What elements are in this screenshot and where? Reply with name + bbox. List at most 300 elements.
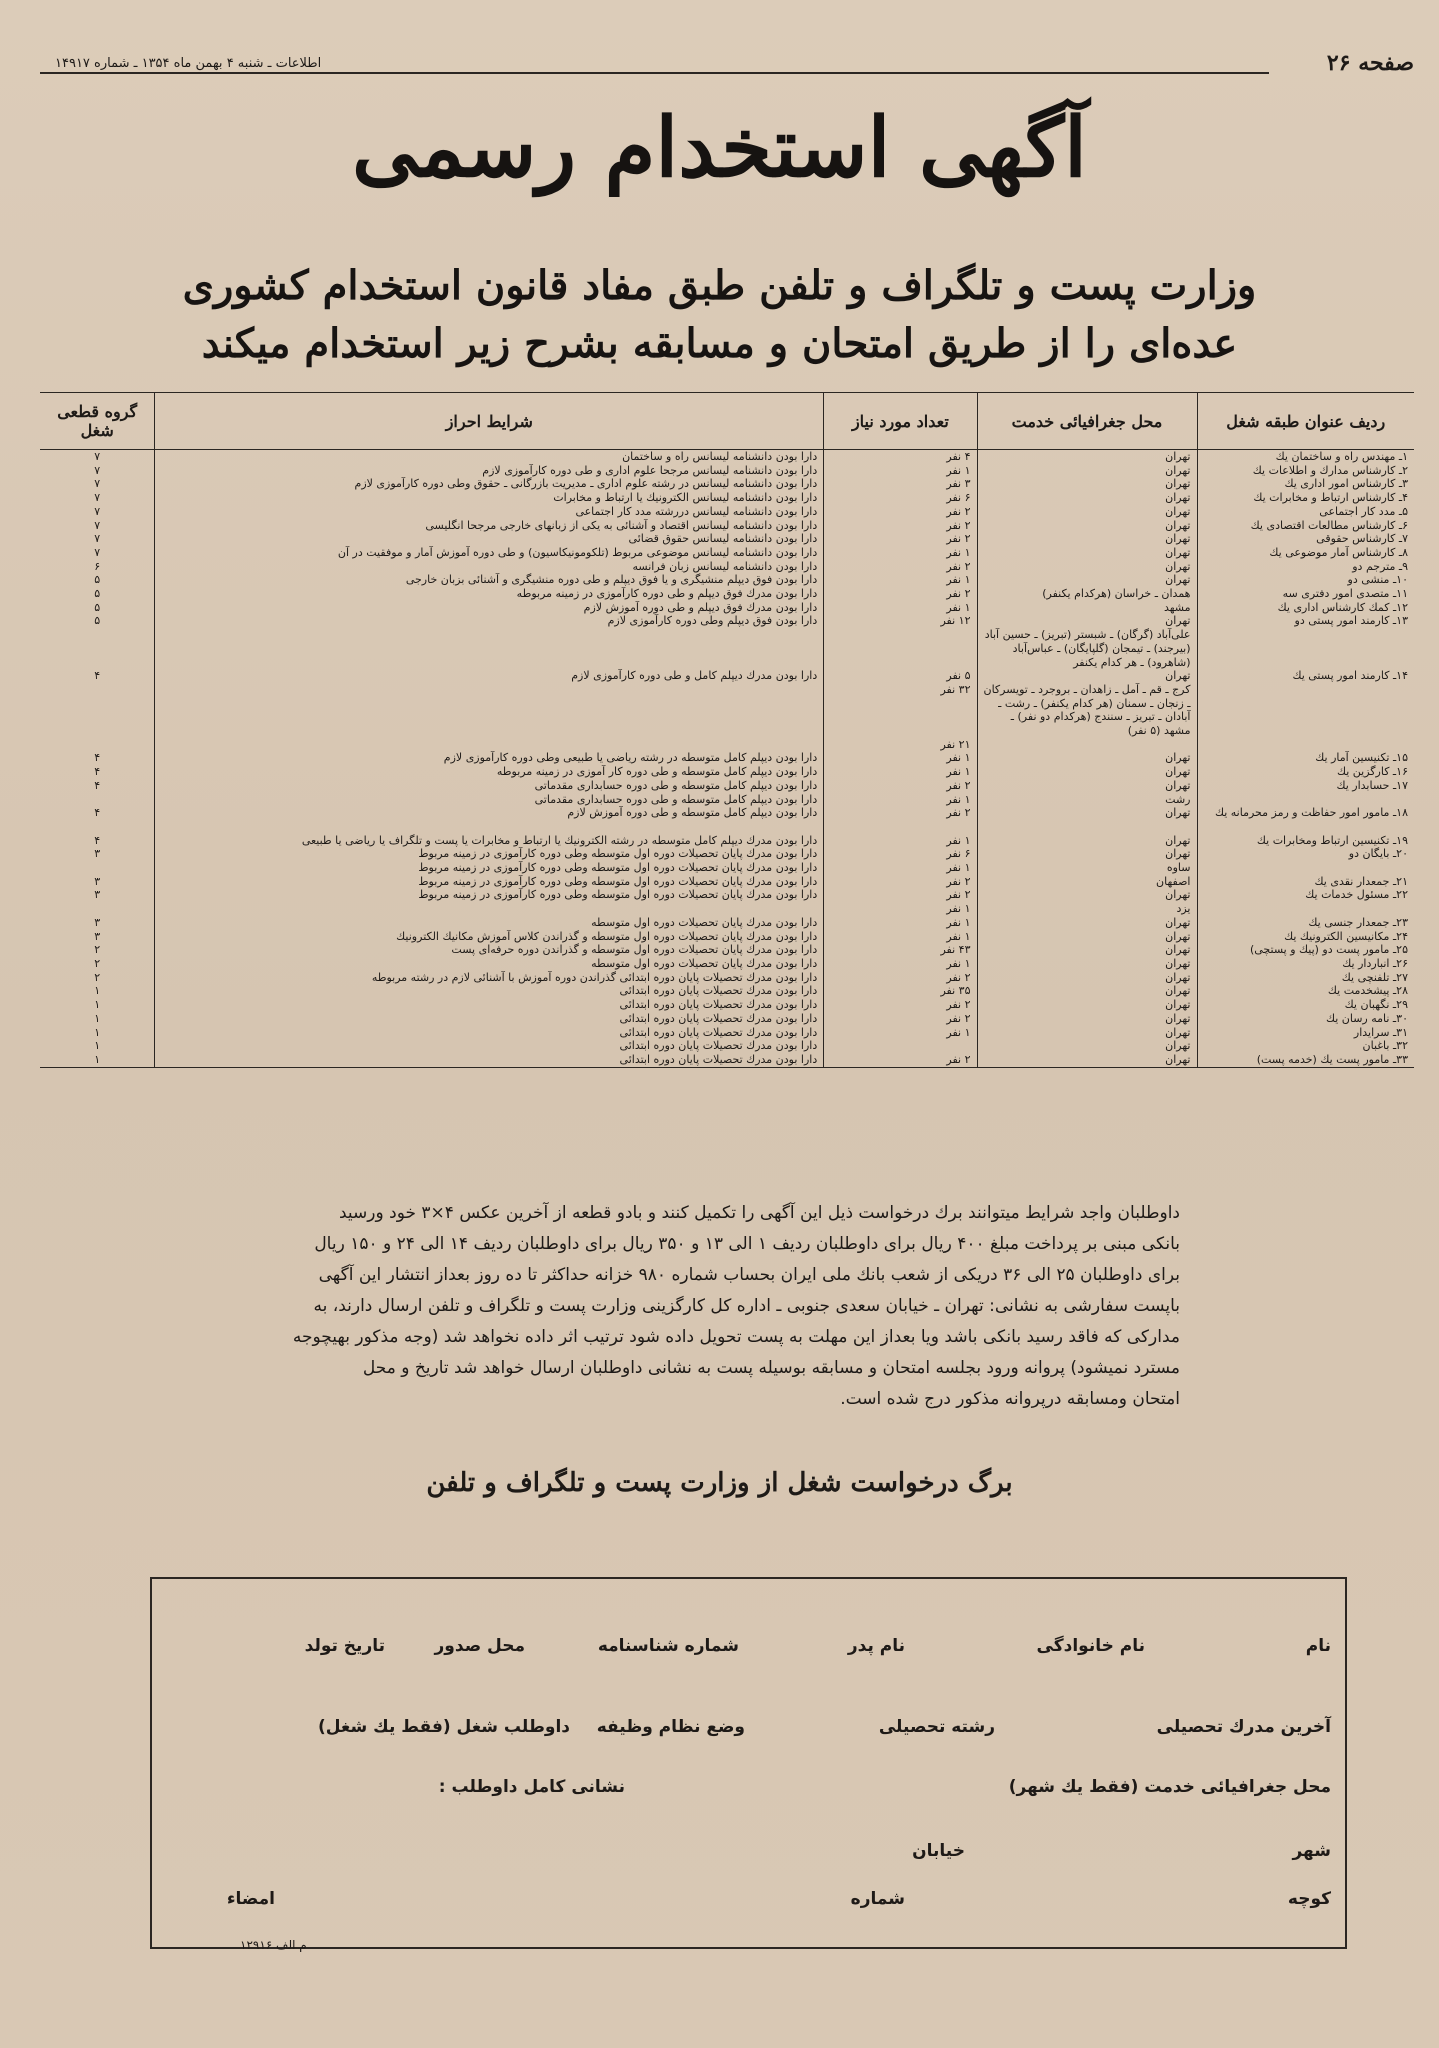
row-conditions: دارا بودن دانشنامه لیسانس در رشته علوم اداری ـ مدیریت بازرگانی ـ حقوق وطی دوره کارآموزی لازم (155, 477, 824, 491)
row-location: اصفهان (977, 875, 1197, 889)
row-location: تهران (977, 464, 1197, 478)
row-conditions (155, 628, 824, 642)
row-location: تهران (977, 957, 1197, 971)
row-location (977, 738, 1197, 752)
row-title: ۷ـ کارشناس حقوقی (1316, 532, 1408, 546)
row-conditions: دارا بودن مدرك تحصیلات پایان دوره ابتدائی (155, 1026, 824, 1040)
row-group: ۳ (40, 847, 155, 861)
row-title: ۶ـ کارشناس مطالعات اقتصادی یك (1250, 518, 1408, 532)
table-row (40, 943, 1414, 957)
table-row (40, 793, 1414, 807)
table-row (40, 1039, 1414, 1053)
table-row (40, 902, 1414, 916)
row-conditions: دارا بودن دانشنامه لیسانس دررشته مدد کار اجتماعی (155, 505, 824, 519)
row-group (40, 738, 155, 752)
page-number: صفحه ۲۶ (1326, 50, 1414, 76)
row-title (1197, 724, 1414, 738)
table-row (40, 697, 1414, 711)
row-conditions (155, 642, 824, 656)
row-location: آبادان ـ تبریز ـ سنندج (هرکدام دو نفر) ـ (977, 710, 1197, 724)
instructions-line: مسترد نمیشود) پروانه ورود بجلسه امتحان و مسابقه بوسیله پست به نشانی داوطلبان ارسال خواهد شد تاریخ و محل (362, 1358, 1180, 1378)
issue-info: اطلاعات ـ شنبه ۴ بهمن ماه ۱۳۵۴ ـ شماره ۱۴۹۱۷ (55, 56, 322, 71)
instructions-line: داوطلبان واجد شرایط میتوانند برك درخواست ذیل این آگهی را تکمیل کنند و بادو قطعه از آخرین عکس ۴×۳ خود ورسید (339, 1203, 1180, 1223)
row-location: رشت (977, 793, 1197, 807)
row-location: تهران (977, 546, 1197, 560)
row-title (1197, 628, 1414, 642)
table-row (40, 724, 1414, 738)
row-conditions (155, 738, 824, 752)
header-location: محل جغرافیائی خدمت (977, 393, 1197, 450)
table-row (40, 916, 1414, 930)
row-location: ـ زنجان ـ سمنان (هر کدام یکنفر) ـ رشت ـ (977, 697, 1197, 711)
row-count: ۲ نفر (824, 971, 977, 985)
row-count (824, 820, 977, 834)
row-title: ۱۱ـ متصدی امور دفتری سه (1282, 587, 1408, 601)
row-group: ۱ (40, 1039, 155, 1053)
row-group: ۷ (40, 505, 155, 519)
form-field-label: رشته تحصیلی (878, 1717, 995, 1737)
instructions-line: برای داوطلبان ۲۵ الی ۳۶ دریکی از شعب بانك ملی ایران بحساب شماره ۹۸۰ خزانه حداکثر تا ده روز بعداز انتشار این آگهی (318, 1265, 1180, 1285)
row-conditions: دارا بودن دیپلم کامل متوسطه و طی دوره حسابداری مقدماتی (155, 793, 824, 807)
row-title: ۱۷ـ حسابدار یك (1336, 778, 1408, 792)
form-issue-place-label: محل صدور (434, 1636, 525, 1656)
form-signature-label: امضاء (226, 1889, 275, 1909)
row-location: تهران (977, 614, 1197, 628)
row-title (1197, 656, 1414, 670)
row-conditions: دارا بودن دیپلم کامل متوسطه و طی دوره آموزش لازم (155, 806, 824, 820)
row-count: ۱ نفر (824, 861, 977, 875)
form-city-label: شهر (1292, 1841, 1331, 1861)
row-title: ۱۵ـ تکنیسین آمار یك (1315, 751, 1408, 765)
row-count: ۲ نفر (824, 888, 977, 902)
row-conditions: دارا بودن فوق دیپلم منشیگری و یا فوق دیپلم و طی دوره منشیگری و آشنائی بزبان خارجی (155, 573, 824, 587)
row-group: ۷ (40, 491, 155, 505)
row-conditions: دارا بودن مدرك پایان تحصیلات دوره اول متوسطه و گذراندن دوره حرفه‌ای پست (155, 943, 824, 957)
header-rule (40, 72, 1269, 74)
row-location: تهران (977, 998, 1197, 1012)
table-row (40, 573, 1414, 587)
table-row (40, 669, 1414, 683)
row-group (40, 683, 155, 697)
row-title: ۳۲ـ باغبان (1362, 1039, 1408, 1053)
row-title: ۱ـ مهندس راه و ساختمان یك (1275, 450, 1408, 463)
row-conditions: دارا بودن مدرك دیپلم کامل متوسطه در رشته الکترونیك یا ارتباط و مخابرات یا پست و تلگراف یا ریاضی یا طبیعی (155, 834, 824, 848)
row-group: ۶ (40, 560, 155, 574)
table-row (40, 930, 1414, 944)
table-row (40, 560, 1414, 574)
row-count: ۲ نفر (824, 875, 977, 889)
row-conditions: دارا بودن مدرك فوق دیپلم و طی دوره آموزش لازم (155, 601, 824, 615)
row-count: ۲ نفر (824, 1053, 977, 1067)
row-location: تهران (977, 847, 1197, 861)
table-row (40, 491, 1414, 505)
row-group (40, 710, 155, 724)
jobs-table-body (40, 450, 1414, 1068)
row-title: ۲۹ـ نگهبان یك (1344, 998, 1408, 1012)
row-location: تهران (977, 477, 1197, 491)
row-conditions: دارا بودن مدرك دیپلم کامل و طی دوره کارآموزی لازم (155, 669, 824, 683)
row-count: ۱ نفر (824, 573, 977, 587)
row-title (1197, 793, 1414, 807)
row-conditions (155, 724, 824, 738)
row-conditions: دارا بودن دانشنامه لیسانس موضوعی مربوط (تلکومونیکاسیون) و طی دوره آموزش آمار و موفقیت در آن (155, 546, 824, 560)
table-row (40, 656, 1414, 670)
row-conditions (155, 902, 824, 916)
jobs-table (40, 392, 1414, 1068)
table-row (40, 888, 1414, 902)
row-location: تهران (977, 834, 1197, 848)
row-title (1197, 861, 1414, 875)
row-conditions: دارا بودن دانشنامه لیسانس حقوق قضائی (155, 532, 824, 546)
row-count: ۲۱ نفر (824, 738, 977, 752)
row-group (40, 628, 155, 642)
row-group: ۲ (40, 971, 155, 985)
table-row (40, 505, 1414, 519)
row-conditions: دارا بودن دیپلم کامل متوسطه و طی دوره کار آموزی در زمینه مربوطه (155, 765, 824, 779)
row-group: ۷ (40, 477, 155, 491)
table-row (40, 519, 1414, 533)
row-title: ۲ـ کارشناس مدارك و اطلاعات یك (1252, 463, 1408, 477)
table-row (40, 765, 1414, 779)
row-count: ۲ نفر (824, 560, 977, 574)
row-count: ۱ نفر (824, 957, 977, 971)
row-title: ۲۴ـ مکانیسین الکترونیك یك (1284, 929, 1408, 943)
row-location: یزد (977, 902, 1197, 916)
table-row (40, 628, 1414, 642)
row-conditions: دارا بودن دیپلم کامل متوسطه و طی دوره حسابداری مقدماتی (155, 779, 824, 793)
row-count: ۲ نفر (824, 532, 977, 546)
row-group: ۱ (40, 1053, 155, 1067)
instructions-line: بانکی مبنی بر پرداخت مبلغ ۴۰۰ ریال برای داوطلبان ردیف ۱ الی ۱۳ و ۳۵۰ ریال برای داوطلبان ردیف ۱۴ الی ۲۴ و ۱۵۰ ریال (314, 1234, 1180, 1254)
row-title: ۲۶ـ انباردار یك (1342, 957, 1408, 970)
ad-subtitle-line2: عده‌ای را از طریق امتحان و مسابقه بشرح زیر استخدام میکند (201, 320, 1238, 367)
row-location: مشهد (۵ نفر) (977, 724, 1197, 738)
row-conditions: دارا بودن مدرك تحصیلات پایان دوره ابتدائی گذراندن دوره آموزش با آشنائی لازم در رشته مربوطه (155, 971, 824, 985)
table-row (40, 998, 1414, 1012)
row-group: ۷ (40, 519, 155, 533)
table-row (40, 806, 1414, 820)
row-location: تهران (977, 806, 1197, 820)
form-location-label: محل جغرافیائی خدمت (فقط یك شهر) (1008, 1777, 1331, 1797)
row-location: تهران (977, 971, 1197, 985)
row-location: تهران (977, 943, 1197, 957)
row-title (1197, 710, 1414, 724)
row-count (824, 710, 977, 724)
row-count (824, 724, 977, 738)
row-title: ۲۲ـ مسئول خدمات یك (1305, 888, 1408, 902)
row-title: ۱۰ـ منشی دو (1347, 573, 1408, 587)
row-conditions: دارا بودن مدرك پایان تحصیلات دوره اول متوسطه (155, 916, 824, 930)
row-count: ۴ نفر (824, 450, 977, 464)
row-conditions (155, 697, 824, 711)
row-conditions: دارا بودن مدرك پایان تحصیلات دوره اول متوسطه وطی دوره کارآموزی در زمینه مربوط (155, 875, 824, 889)
table-row (40, 984, 1414, 998)
application-form (150, 1577, 1347, 1949)
row-title (1197, 683, 1414, 697)
row-title: ۲۱ـ جمعدار نقدی یك (1314, 874, 1408, 888)
table-row (40, 751, 1414, 765)
row-count: ۲ نفر (824, 519, 977, 533)
row-group: ۲ (40, 943, 155, 957)
row-count: ۱ نفر (824, 930, 977, 944)
ad-subtitle-line1: وزارت پست و تلگراف و تلفن طبق مفاد قانون استخدام کشوری (182, 262, 1257, 309)
row-count: ۳۲ نفر (824, 683, 977, 697)
row-group: ۷ (40, 532, 155, 546)
row-conditions: دارا بودن مدرك تحصیلات پایان دوره ابتدائی (155, 1053, 824, 1067)
table-row (40, 847, 1414, 861)
form-name-label: نام (1305, 1636, 1331, 1656)
row-conditions: دارا بودن دانشنامه لیسانس اقتصاد و آشنائی به یکی از زبانهای خارجی مرجحا انگلیسی (155, 519, 824, 533)
instructions-line: مدارکی که فاقد رسید بانکی باشد ویا بعداز این مهلت به پست تحویل داده شود ترتیب اثر داده نخواهد شد (وجه مذکور بهیچوجه (292, 1327, 1180, 1347)
row-group: ۷ (40, 450, 155, 464)
row-title: ۲۸ـ پیشخدمت یك (1327, 984, 1408, 998)
form-family-label: نام خانوادگی (1036, 1636, 1145, 1656)
table-row (40, 450, 1414, 464)
row-count: ۲ نفر (824, 1012, 977, 1026)
table-row (40, 1026, 1414, 1040)
header-count: تعداد مورد نیاز (824, 393, 977, 450)
table-row (40, 464, 1414, 478)
form-title: برگ درخواست شغل از وزارت پست و تلگراف و تلفن (426, 1468, 1013, 1498)
row-location: تهران (977, 1012, 1197, 1026)
row-group: ۳ (40, 916, 155, 930)
table-row (40, 834, 1414, 848)
table-row (40, 875, 1414, 889)
row-location: کرج ـ قم ـ آمل ـ زاهدان ـ بروجرد ـ تویسرکان (977, 683, 1197, 697)
table-row (40, 587, 1414, 601)
table-row (40, 1012, 1414, 1026)
row-conditions: دارا بودن مدرك پایان تحصیلات دوره اول متوسطه و گذراندن کلاس آموزش مکانیك الکترونیك (155, 930, 824, 944)
row-location: تهران (977, 573, 1197, 587)
row-title: ۲۵ـ مامور پست دو (پیك و پستچی) (1249, 943, 1408, 957)
row-group (40, 902, 155, 916)
instructions-line: امتحان ومسابقه درپروانه مذکور درج شده است. (840, 1389, 1180, 1409)
row-count: ۱ نفر (824, 916, 977, 930)
form-father-label: نام پدر (847, 1636, 905, 1656)
row-title: ۲۰ـ بایگان دو (1348, 847, 1408, 861)
row-group: ۱ (40, 1012, 155, 1026)
instructions-text (280, 1198, 1180, 1415)
row-group: ۴ (40, 834, 155, 848)
form-military-label: وضع نظام وظیفه (596, 1717, 745, 1737)
row-count: ۱ نفر (824, 765, 977, 779)
form-street-label: خیابان (912, 1841, 965, 1861)
row-count: ۵ نفر (824, 669, 977, 683)
row-group: ۴ (40, 779, 155, 793)
row-conditions: دارا بودن فوق دیپلم وطی دوره کارآموزی لازم (155, 614, 824, 628)
row-title (1197, 697, 1414, 711)
row-location: تهران (977, 519, 1197, 533)
row-title: ۴ـ کارشناس ارتباط و مخابرات یك (1253, 491, 1408, 505)
row-conditions: دارا بودن دانشنامه لیسانس مرجحا علوم اداری و طی دوره کارآموزی لازم (155, 464, 824, 478)
row-count: ۶ نفر (824, 847, 977, 861)
row-group: ۵ (40, 573, 155, 587)
form-number-label: شماره (850, 1889, 905, 1909)
row-group: ۷ (40, 546, 155, 560)
table-row (40, 957, 1414, 971)
page-header (0, 50, 1439, 84)
header-conditions: شرایط احراز (155, 393, 824, 450)
form-last-degree-label: آخرین مدرك تحصیلی (1156, 1717, 1331, 1737)
row-title: ۹ـ مترجم دو (1352, 559, 1408, 573)
row-location: تهران (977, 765, 1197, 779)
row-title: ۵ـ مدد کار اجتماعی (1319, 504, 1408, 518)
row-count (824, 628, 977, 642)
table-row (40, 532, 1414, 546)
row-title (1197, 642, 1414, 656)
row-count (824, 656, 977, 670)
row-count: ۱ نفر (824, 751, 977, 765)
row-count: ۲ نفر (824, 587, 977, 601)
row-conditions: دارا بودن دانشنامه لیسانس الکترونیك یا ارتباط و مخابرات (155, 491, 824, 505)
row-count: ۱ نفر (824, 464, 977, 478)
row-location: (بیرجند) ـ تیمجان (گلپایگان) ـ عباس‌آباد (977, 642, 1197, 656)
ad-code: م الف ۱۲۹۱۶ (240, 1938, 307, 1952)
row-location: ساوه (977, 861, 1197, 875)
row-count: ۲ نفر (824, 806, 977, 820)
header-group: گروه قطعی شغل (40, 393, 155, 450)
row-title: ۲۳ـ جمعدار جنسی یك (1308, 915, 1408, 929)
row-title: ۱۸ـ مامور امور حفاظت و رمز محرمانه یك (1214, 806, 1408, 820)
row-title: ۱۳ـ کارمند امور پستی دو (1294, 614, 1408, 628)
row-title: ۱۴ـ کارمند امور پستی یك (1292, 669, 1408, 683)
table-row (40, 601, 1414, 615)
table-row (40, 820, 1414, 834)
row-group: ۵ (40, 601, 155, 615)
row-conditions: دارا بودن مدرك پایان تحصیلات دوره اول متوسطه (155, 957, 824, 971)
table-row (40, 683, 1414, 697)
table-row (40, 861, 1414, 875)
form-id-number-label: شماره شناسنامه (597, 1636, 739, 1656)
row-group (40, 642, 155, 656)
row-count: ۲ نفر (824, 779, 977, 793)
row-group: ۴ (40, 806, 155, 820)
row-count (824, 642, 977, 656)
row-location: علی‌آباد (گرگان) ـ شبستر (تبریز) ـ حسین آباد (977, 628, 1197, 642)
row-location: تهران (977, 888, 1197, 902)
row-count: ۱ نفر (824, 546, 977, 560)
row-title: ۱۶ـ کارگزین یك (1336, 765, 1408, 779)
table-row (40, 477, 1414, 491)
row-conditions (155, 683, 824, 697)
row-conditions (155, 710, 824, 724)
row-group: ۷ (40, 464, 155, 478)
row-group: ۳ (40, 930, 155, 944)
row-location: تهران (977, 930, 1197, 944)
row-count: ۲ نفر (824, 998, 977, 1012)
row-title: ۲۷ـ تلفنچی یك (1341, 970, 1408, 984)
row-count: ۳ نفر (824, 477, 977, 491)
form-applicant-job-label: داوطلب شغل (فقط یك شغل) (317, 1717, 570, 1737)
row-group (40, 656, 155, 670)
row-title: ۸ـ کارشناس آمار موضوعی یك (1269, 545, 1408, 559)
row-location: تهران (977, 532, 1197, 546)
row-count (824, 1039, 977, 1053)
row-title: ۳۱ـ سرایدار (1353, 1025, 1408, 1039)
row-count: ۱ نفر (824, 834, 977, 848)
row-group (40, 793, 155, 807)
row-location: (شاهرود) ـ هر کدام یکنفر (977, 656, 1197, 670)
row-group (40, 724, 155, 738)
row-location: تهران (977, 751, 1197, 765)
row-group: ۵ (40, 614, 155, 628)
row-title (1197, 902, 1414, 916)
instructions-line: باپست سفارشی به نشانی: تهران ـ خیابان سعدی جنوبی ـ اداره کل کارگزینی وزارت پست و تلگراف و تلفن ارسال دارند، به (313, 1296, 1180, 1316)
row-group (40, 820, 155, 834)
row-count: ۳۵ نفر (824, 984, 977, 998)
row-conditions: دارا بودن مدرك پایان تحصیلات دوره اول متوسطه وطی دوره کارآموزی در زمینه مربوط (155, 861, 824, 875)
table-row (40, 614, 1414, 628)
row-count: ۶ نفر (824, 491, 977, 505)
row-location: تهران (977, 1039, 1197, 1053)
row-count: ۱۲ نفر (824, 614, 977, 628)
row-title (1197, 820, 1414, 834)
form-birth-date-label: تاریخ تولد (304, 1636, 385, 1656)
row-location: تهران (977, 1026, 1197, 1040)
row-group: ۴ (40, 765, 155, 779)
row-group: ۴ (40, 669, 155, 683)
form-address-label: نشانی کامل داوطلب : (438, 1777, 625, 1797)
row-conditions (155, 656, 824, 670)
row-group: ۲ (40, 957, 155, 971)
row-count: ۱ نفر (824, 601, 977, 615)
table-row (40, 710, 1414, 724)
row-group: ۱ (40, 998, 155, 1012)
row-conditions: دارا بودن مدرك تحصیلات پایان دوره ابتدائی (155, 1012, 824, 1026)
row-title: ۳۳ـ مامور پست یك (خدمه پست) (1256, 1052, 1408, 1066)
row-count (824, 697, 977, 711)
row-conditions: دارا بودن دانشنامه لیسانس راه و ساختمان (155, 450, 824, 464)
row-count: ۱ نفر (824, 902, 977, 916)
table-header-row (40, 393, 1414, 450)
ad-title: آگهی استخدام رسمی (352, 100, 1087, 196)
row-group: ۴ (40, 751, 155, 765)
row-location: تهران (977, 779, 1197, 793)
row-count: ۲ نفر (824, 505, 977, 519)
header-row-title: ردیف عنوان طبقه شغل (1197, 393, 1414, 450)
row-conditions: دارا بودن مدرك تحصیلات پایان دوره ابتدائی (155, 1039, 824, 1053)
row-conditions (155, 820, 824, 834)
row-group: ۱ (40, 1026, 155, 1040)
row-location: تهران (977, 669, 1197, 683)
row-group: ۳ (40, 888, 155, 902)
row-count: ۱ نفر (824, 1026, 977, 1040)
row-title (1197, 738, 1414, 752)
table-row (40, 779, 1414, 793)
row-title: ۱۹ـ تکنیسین ارتباط ومخابرات یك (1256, 833, 1408, 847)
row-conditions: دارا بودن مدرك فوق دیپلم و طی دوره کارآموزی در زمینه مربوطه (155, 587, 824, 601)
row-location: همدان ـ خراسان (هرکدام یکنفر) (977, 587, 1197, 601)
form-alley-label: کوچه (1287, 1889, 1331, 1909)
row-location: تهران (977, 560, 1197, 574)
row-location (977, 820, 1197, 834)
row-conditions: دارا بودن دیپلم کامل متوسطه در رشته ریاضی یا طبیعی وطی دوره کارآموزی لازم (155, 751, 824, 765)
row-group (40, 697, 155, 711)
row-group (40, 861, 155, 875)
row-group: ۱ (40, 984, 155, 998)
row-conditions: دارا بودن مدرك پایان تحصیلات دوره اول متوسطه وطی دوره کارآموزی در زمینه مربوط (155, 888, 824, 902)
table-row (40, 1053, 1414, 1067)
row-location: تهران (977, 916, 1197, 930)
table-row (40, 642, 1414, 656)
row-location: تهران (977, 505, 1197, 519)
row-count: ۴۳ نفر (824, 943, 977, 957)
row-title: ۳۰ـ نامه رسان یك (1325, 1011, 1408, 1025)
table-row (40, 738, 1414, 752)
row-location: تهران (977, 491, 1197, 505)
table-row (40, 546, 1414, 560)
row-conditions: دارا بودن مدرك تحصیلات پایان دوره ابتدائی (155, 998, 824, 1012)
